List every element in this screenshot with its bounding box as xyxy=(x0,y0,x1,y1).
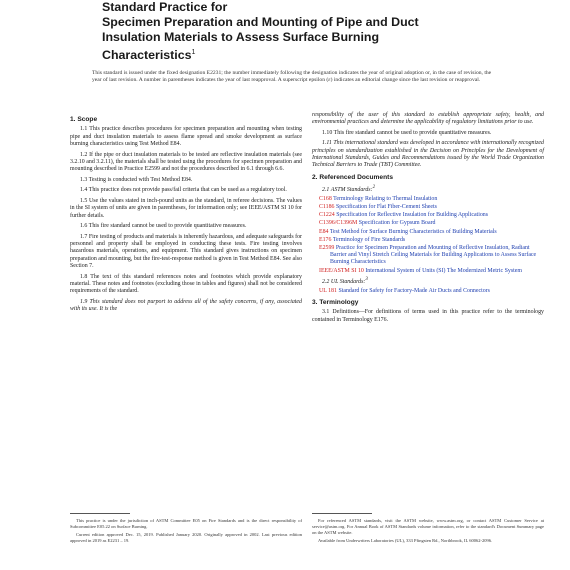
right-column xyxy=(312,112,544,327)
reference-item[interactable]: IEEE/ASTM SI 10 International System of Units (SI) The Modernized Metric System xyxy=(319,267,522,274)
document-title xyxy=(92,0,532,63)
footnote-divider-right xyxy=(312,513,372,514)
footnote-1: This practice is under the jurisdiction of ASTM Committee E05 on Fire Standards and is the direct responsibility of Subcommittee E05.22 on Surface Burning. xyxy=(70,518,302,529)
paragraph-1-8: 1.8 The text of this standard references notes and footnotes which provide explanatory material. These notes and footnotes (excluding those in tables and figures) shall not be considered requirements of the standard. xyxy=(70,273,302,295)
paragraph-1-3: 1.3 Testing is conducted with Test Method E84. xyxy=(80,176,193,183)
title-line-3: Insulation Materials to Assess Surface Burning xyxy=(102,30,380,44)
left-column xyxy=(70,112,302,317)
footnote-edition: Current edition approved Dec. 15, 2019. Published January 2020. Originally approved in 2002. Last previous edition approved in 2019 as E2231 – 19. xyxy=(70,531,302,543)
footnote-divider-left xyxy=(70,513,130,514)
astm-reference-list xyxy=(312,196,544,275)
paragraph-1-6: 1.6 This fire standard cannot be used to provide quantitative measures. xyxy=(80,223,247,230)
reference-item[interactable]: C168 Terminology Relating to Thermal Insulation xyxy=(319,195,438,202)
reference-item-ul[interactable]: UL 181 Standard for Safety for Factory-Made Air Ducts and Connectors xyxy=(319,287,490,294)
paragraph-1-4: 1.4 This practice does not provide pass/fail criteria that can be used as a regulatory tool. xyxy=(80,187,287,194)
section-heading-references: 2. Referenced Documents xyxy=(312,173,393,181)
paragraph-3-1: 3.1 Definitions—For definitions of terms used in this practice refer to the terminology contained in Terminology E176. xyxy=(312,309,544,323)
paragraph-1-9: 1.9 This standard does not purport to address all of the safety concerns, if any, associated with its use. It is the xyxy=(70,298,302,313)
paragraph-1-11: 1.11 This international standard was developed in accordance with internationally recognized principles on standardization established in the Decision on Principles for the Development of International Standards, Guides and Recommendations issued by the World Trade Organization Technical Barriers to Trade (TBT) Committee. xyxy=(312,140,544,169)
astm-standards-label: 2.1 ASTM Standards:$^2$ xyxy=(322,185,376,194)
footnote-3: Available from Underwriters Laboratories (UL), 333 Pfingsten Rd., Northbrook, IL 60062-2096. xyxy=(318,537,493,543)
paragraph-1-7: 1.7 Fire testing of products and materials is inherently hazardous, and adequate safeguards for personnel and property shall be employed in conducting these tests. Fire testing involves hazardous materials, operations, and equipment. This standard gives instructions on specimen preparation and mounting, but the fire-test-response method is given in Test Method E84. See also Section 7. xyxy=(70,233,302,269)
designation-notice: This standard is issued under the fixed designation E2231; the number immediately following the designation indicates the year of original adoption or, in the case of revision, the year of last revision. A number in parentheses indicates the year of last reapproval. A superscript epsilon (ε) indicates an editorial change since the last revision or reapproval. xyxy=(92,70,492,84)
reference-item[interactable]: E176 Terminology of Fire Standards xyxy=(319,236,406,243)
footnote-2: For referenced ASTM standards, visit the ASTM website, www.astm.org, or contact ASTM Customer Service at service@astm.org. For Annual Book of ASTM Standards volume information, refer to the standard's Document Summary page on the ASTM website. xyxy=(312,518,544,535)
paragraph-1-9-continued: responsibility of the user of this standard to establish appropriate safety, health, and environmental practices and determine the applicability of regulatory limitations prior to use. xyxy=(312,112,544,126)
footnotes-right xyxy=(312,518,544,545)
paragraph-1-5: 1.5 Use the values stated in inch-pound units as the standard, in referee decisions. The values in the SI system of units are given in parentheses, for information only; see IEEE/ASTM SI 10 for further details. xyxy=(70,197,302,219)
title-line-2: Specimen Preparation and Mounting of Pipe and Duct xyxy=(102,15,419,29)
section-heading-terminology: 3. Terminology xyxy=(312,298,359,306)
paragraph-1-10: 1.10 This fire standard cannot be used to provide quantitative measures. xyxy=(322,129,492,136)
reference-item[interactable]: C1186 Specification for Flat Fiber-Cement Sheets xyxy=(319,204,437,211)
reference-item[interactable]: C1396/C1396M Specification for Gypsum Board xyxy=(319,220,436,227)
reference-item[interactable]: E84 Test Method for Surface Burning Characteristics of Building Materials xyxy=(319,228,497,235)
title-footnote-mark: 1 xyxy=(191,49,196,56)
section-heading-scope: 1. Scope xyxy=(70,116,98,123)
ul-standards-label: 2.2 UL Standards:$^3$ xyxy=(322,276,368,285)
paragraph-1-1: 1.1 This practice describes procedures for specimen preparation and mounting when testing pipe and duct insulation materials to assess flame spread and smoke development as surface burning characteristics using Test Method E84. xyxy=(70,126,302,148)
reference-item[interactable]: C1224 Specification for Reflective Insulation for Building Applications xyxy=(319,212,489,219)
title-line-1: Standard Practice for xyxy=(102,0,228,14)
title-line-4: Characteristics$^1$ xyxy=(102,48,196,63)
footnotes-left xyxy=(70,518,302,545)
reference-item[interactable]: E2599 Practice for Specimen Preparation and Mounting of Reflective Insulation, Radiant Barrier and Vinyl Stretch Ceiling Materials for Building Applications to Assess Surface Burning Characteristics xyxy=(319,244,537,266)
paragraph-1-2: 1.2 If the pipe or duct insulation materials to be tested are reflective insulation materials (see 3.2.10 and 3.2.11), the materials shall be tested using the procedures for specimen preparation and mounting described in Practice E2599 and not the procedures described in 6.1 through 6.6. xyxy=(70,151,302,173)
